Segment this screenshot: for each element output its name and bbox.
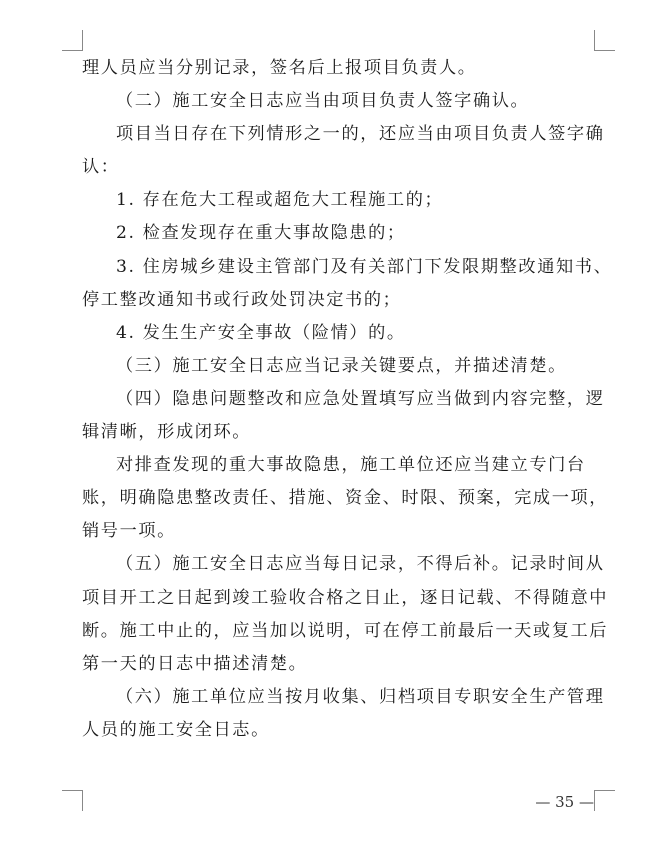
text-line: 销号一项。 xyxy=(82,521,176,542)
crop-mark-top-left xyxy=(62,30,83,51)
text-line: 辑清晰，形成闭环。 xyxy=(82,422,252,443)
page-number: — 35 — xyxy=(535,793,594,811)
text-line: （五）施工安全日志应当每日记录，不得后补。记录时间从 xyxy=(116,554,605,575)
crop-mark-bottom-right xyxy=(594,790,615,811)
document-body xyxy=(82,52,613,747)
text-line: （二）施工安全日志应当由项目负责人签字确认。 xyxy=(116,91,530,112)
text-line: （三）施工安全日志应当记录关键要点，并描述清楚。 xyxy=(116,355,567,376)
text-line: 3. 住房城乡建设主管部门及有关部门下发限期整改通知书、 xyxy=(116,256,613,277)
text-line: 理人员应当分别记录，签名后上报项目负责人。 xyxy=(82,58,477,78)
text-line: 账，明确隐患整改责任、措施、资金、时限、预案，完成一项， xyxy=(82,488,609,509)
crop-mark-top-right xyxy=(594,30,615,51)
text-line: 人员的施工安全日志。 xyxy=(82,719,270,740)
text-line: 断。施工中止的，应当加以说明，可在停工前最后一天或复工后 xyxy=(82,620,609,641)
text-line: （六）施工单位应当按月收集、归档项目专职安全生产管理 xyxy=(116,686,605,707)
text-line: 2. 检查发现存在重大事故隐患的； xyxy=(116,223,406,244)
text-line: 项目开工之日起到竣工验收合格之日止，逐日记载、不得随意中 xyxy=(82,587,609,608)
text-line: 对排查发现的重大事故隐患，施工单位还应当建立专门台 xyxy=(116,455,586,476)
text-line: 认： xyxy=(82,157,120,178)
text-line: 项目当日存在下列情形之一的，还应当由项目负责人签字确 xyxy=(116,124,605,145)
text-line: 4. 发生生产安全事故（险情）的。 xyxy=(116,322,406,343)
text-line: 停工整改通知书或行政处罚决定书的； xyxy=(82,289,402,310)
crop-mark-bottom-left xyxy=(62,790,83,811)
text-line: 第一天的日志中描述清楚。 xyxy=(82,653,308,674)
text-line: （四）隐患问题整改和应急处置填写应当做到内容完整，逻 xyxy=(116,388,605,409)
text-line: 1. 存在危大工程或超危大工程施工的； xyxy=(116,190,444,211)
